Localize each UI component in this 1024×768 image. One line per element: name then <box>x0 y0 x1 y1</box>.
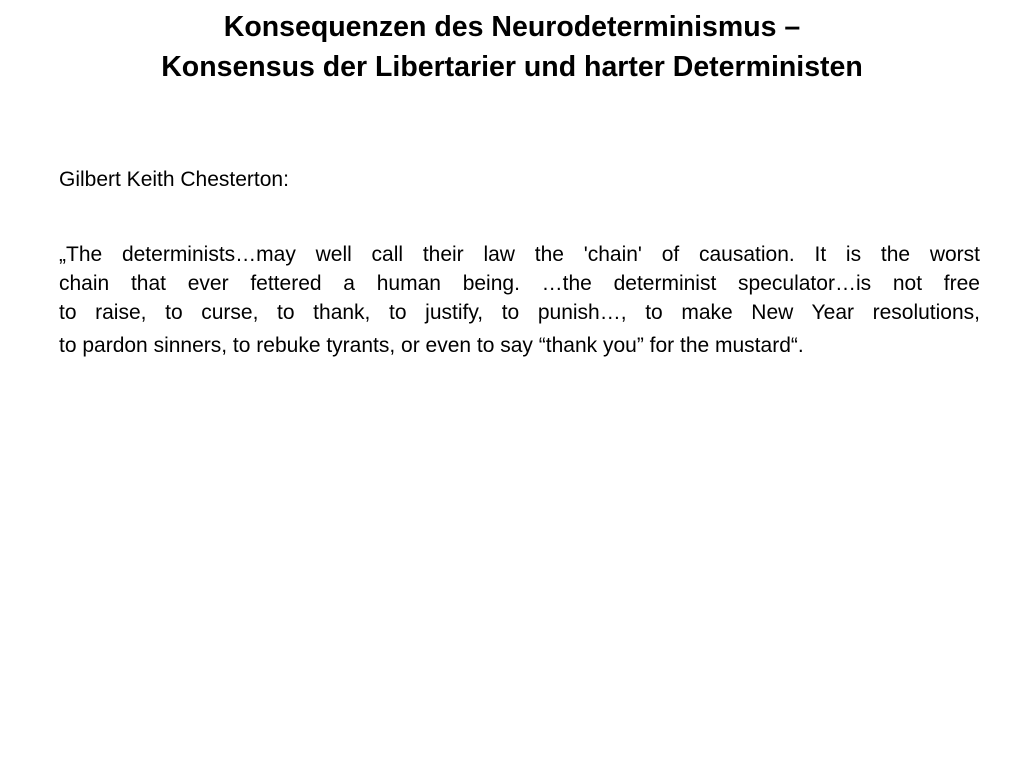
slide-title <box>40 7 984 87</box>
quote-line: to raise, to curse, to thank, to justify, to punish…, to make New Year resolutions, <box>59 301 980 324</box>
slide-title-line-2: Konsensus der Libertarier und harter Deterministen <box>161 51 863 83</box>
quote-line: to pardon sinners, to rebuke tyrants, or even to say “thank you” for the mustard“. <box>59 334 804 357</box>
slide-title-line-1: Konsequenzen des Neurodeterminismus – <box>223 11 801 43</box>
quote-line: chain that ever fettered a human being. …the determinist speculator…is not free <box>59 272 980 295</box>
quote-text <box>59 240 980 360</box>
quote-author: Gilbert Keith Chesterton: <box>59 168 289 191</box>
quote-line: „The determinists…may well call their law the 'chain' of causation. It is the worst <box>59 243 980 266</box>
